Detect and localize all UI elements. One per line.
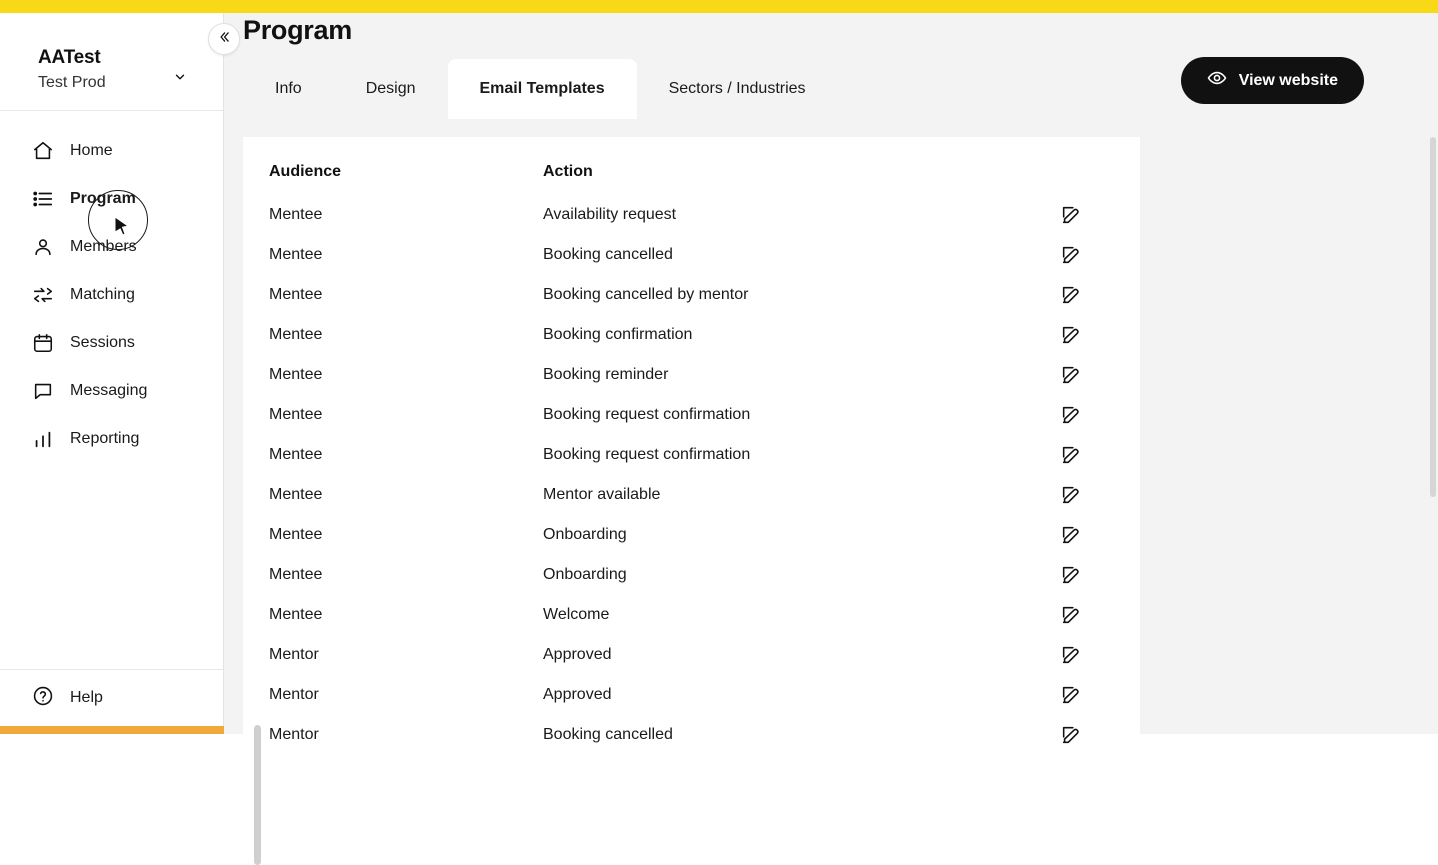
tab-sectors-industries[interactable]: Sectors / Industries bbox=[637, 59, 838, 119]
cell-edit bbox=[1060, 484, 1140, 506]
cell-edit bbox=[1060, 204, 1140, 226]
table-row bbox=[243, 675, 1140, 715]
cell-action: Onboarding bbox=[543, 566, 627, 583]
cell-audience: Mentee bbox=[269, 486, 323, 503]
edit-pencil-icon[interactable] bbox=[1060, 724, 1082, 746]
edit-pencil-icon[interactable] bbox=[1060, 404, 1082, 426]
cell-action: Approved bbox=[543, 646, 612, 663]
cell-action: Availability request bbox=[543, 206, 677, 223]
view-website-button[interactable] bbox=[1181, 57, 1364, 104]
column-header-audience: Audience bbox=[269, 163, 342, 180]
table-row bbox=[243, 595, 1140, 635]
table-row bbox=[243, 435, 1140, 475]
edit-pencil-icon[interactable] bbox=[1060, 684, 1082, 706]
edit-pencil-icon[interactable] bbox=[1060, 644, 1082, 666]
cell-audience: Mentee bbox=[269, 246, 323, 263]
help-label: Help bbox=[70, 689, 103, 706]
cell-edit bbox=[1060, 684, 1140, 706]
cell-audience: Mentee bbox=[269, 206, 323, 223]
cell-edit bbox=[1060, 404, 1140, 426]
cell-action: Booking cancelled by mentor bbox=[543, 286, 749, 303]
edit-pencil-icon[interactable] bbox=[1060, 204, 1082, 226]
cell-action: Welcome bbox=[543, 606, 610, 623]
sidebar-item-messaging[interactable] bbox=[0, 367, 223, 415]
sidebar-item-label: Messaging bbox=[70, 382, 148, 399]
tab-design[interactable]: Design bbox=[334, 59, 448, 119]
card-scrollbar-thumb[interactable] bbox=[254, 725, 261, 865]
column-header-edit bbox=[1060, 163, 1140, 181]
cell-audience: Mentor bbox=[269, 686, 319, 703]
cell-action: Booking request confirmation bbox=[543, 406, 751, 423]
cell-edit bbox=[1060, 324, 1140, 346]
person-icon bbox=[32, 236, 54, 258]
cell-audience: Mentee bbox=[269, 366, 323, 383]
matching-icon bbox=[32, 284, 54, 306]
org-environment: Test Prod bbox=[38, 74, 106, 91]
table-row bbox=[243, 475, 1140, 515]
table-row bbox=[243, 635, 1140, 675]
sidebar bbox=[0, 13, 224, 734]
sidebar-collapse-button[interactable] bbox=[208, 23, 240, 55]
org-switcher[interactable] bbox=[0, 13, 223, 111]
edit-pencil-icon[interactable] bbox=[1060, 284, 1082, 306]
top-accent-bar bbox=[0, 0, 1438, 13]
sidebar-item-program[interactable] bbox=[0, 175, 223, 223]
sidebar-item-label: Sessions bbox=[70, 334, 135, 351]
cell-edit bbox=[1060, 604, 1140, 626]
table-body bbox=[243, 195, 1140, 755]
sidebar-item-help[interactable] bbox=[0, 670, 223, 726]
edit-pencil-icon[interactable] bbox=[1060, 604, 1082, 626]
sidebar-item-matching[interactable] bbox=[0, 271, 223, 319]
page-title: Program bbox=[243, 15, 352, 45]
cell-audience: Mentee bbox=[269, 526, 323, 543]
cell-action: Booking cancelled bbox=[543, 246, 673, 263]
cell-action: Booking request confirmation bbox=[543, 446, 751, 463]
bar-chart-icon bbox=[32, 428, 54, 450]
tab-bar bbox=[243, 59, 838, 119]
edit-pencil-icon[interactable] bbox=[1060, 524, 1082, 546]
org-name: AATest bbox=[38, 47, 101, 68]
chevron-down-icon[interactable] bbox=[173, 70, 187, 84]
edit-pencil-icon[interactable] bbox=[1060, 564, 1082, 586]
sidebar-item-label: Members bbox=[70, 238, 137, 255]
tab-email-templates[interactable]: Email Templates bbox=[448, 59, 637, 119]
table-row bbox=[243, 195, 1140, 235]
table-row bbox=[243, 235, 1140, 275]
double-chevron-left-icon bbox=[217, 30, 231, 49]
table-header-row bbox=[243, 137, 1140, 195]
cell-audience: Mentee bbox=[269, 326, 323, 343]
cell-audience: Mentor bbox=[269, 646, 319, 663]
cell-action: Mentor available bbox=[543, 486, 661, 503]
sidebar-item-home[interactable] bbox=[0, 127, 223, 175]
table-row bbox=[243, 355, 1140, 395]
cell-action: Booking confirmation bbox=[543, 326, 693, 343]
cell-audience: Mentee bbox=[269, 286, 323, 303]
sidebar-item-label: Matching bbox=[70, 286, 135, 303]
cell-audience: Mentee bbox=[269, 566, 323, 583]
cell-edit bbox=[1060, 564, 1140, 586]
edit-pencil-icon[interactable] bbox=[1060, 324, 1082, 346]
cell-edit bbox=[1060, 644, 1140, 666]
sidebar-item-label: Home bbox=[70, 142, 113, 159]
sidebar-item-members[interactable] bbox=[0, 223, 223, 271]
sidebar-item-reporting[interactable] bbox=[0, 415, 223, 463]
column-header-action: Action bbox=[543, 163, 593, 180]
table-row bbox=[243, 275, 1140, 315]
list-icon bbox=[32, 188, 54, 210]
sidebar-nav bbox=[0, 111, 223, 463]
email-templates-table bbox=[243, 137, 1140, 755]
sidebar-footer bbox=[0, 669, 223, 734]
cell-edit bbox=[1060, 284, 1140, 306]
edit-pencil-icon[interactable] bbox=[1060, 444, 1082, 466]
page-scrollbar[interactable] bbox=[1430, 137, 1438, 737]
cell-action: Booking cancelled bbox=[543, 726, 673, 743]
cell-action: Booking reminder bbox=[543, 366, 669, 383]
cell-audience: Mentee bbox=[269, 446, 323, 463]
table-row bbox=[243, 315, 1140, 355]
sidebar-item-sessions[interactable] bbox=[0, 319, 223, 367]
cell-edit bbox=[1060, 364, 1140, 386]
view-website-label: View website bbox=[1238, 71, 1338, 89]
cell-audience: Mentee bbox=[269, 606, 323, 623]
sidebar-item-label: Reporting bbox=[70, 430, 140, 447]
chat-icon bbox=[32, 380, 54, 402]
email-templates-card bbox=[243, 137, 1140, 743]
cell-edit bbox=[1060, 724, 1140, 746]
table-row bbox=[243, 555, 1140, 595]
cell-action: Approved bbox=[543, 686, 612, 703]
cell-edit bbox=[1060, 244, 1140, 266]
sidebar-item-label: Program bbox=[70, 190, 136, 207]
edit-pencil-icon[interactable] bbox=[1060, 484, 1082, 506]
main-content bbox=[224, 13, 1438, 743]
table-row bbox=[243, 515, 1140, 555]
table-row bbox=[243, 715, 1140, 755]
table-row bbox=[243, 395, 1140, 435]
home-icon bbox=[32, 140, 54, 162]
edit-pencil-icon[interactable] bbox=[1060, 364, 1082, 386]
calendar-icon bbox=[32, 332, 54, 354]
cell-edit bbox=[1060, 524, 1140, 546]
eye-icon bbox=[1207, 68, 1227, 93]
page-scrollbar-thumb[interactable] bbox=[1430, 137, 1436, 497]
cell-audience: Mentee bbox=[269, 406, 323, 423]
tab-info[interactable]: Info bbox=[243, 59, 334, 119]
cell-audience: Mentor bbox=[269, 726, 319, 743]
question-circle-icon bbox=[32, 685, 54, 712]
cell-action: Onboarding bbox=[543, 526, 627, 543]
edit-pencil-icon[interactable] bbox=[1060, 244, 1082, 266]
cell-edit bbox=[1060, 444, 1140, 466]
